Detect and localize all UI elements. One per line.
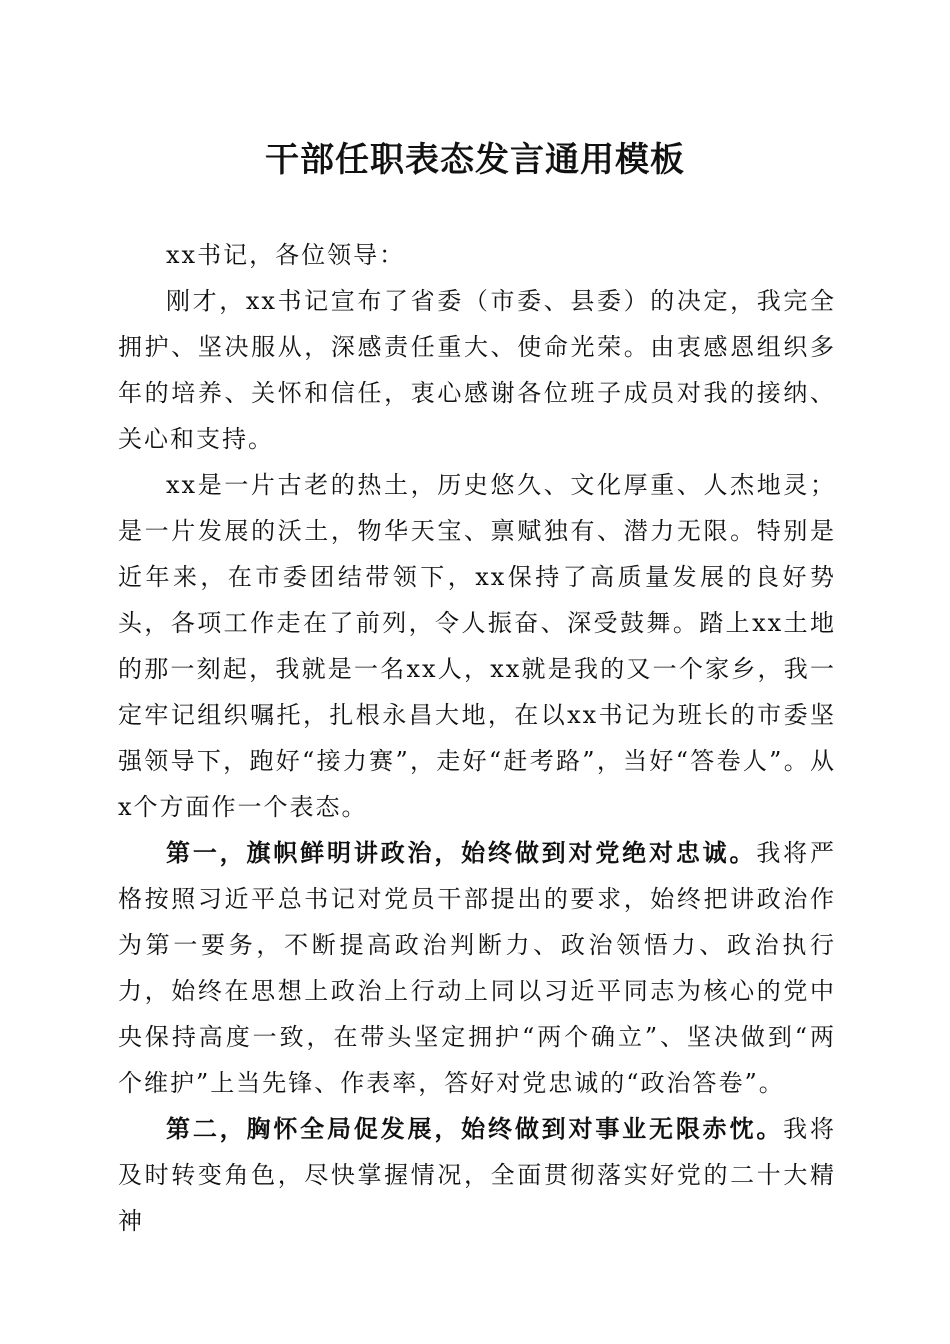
paragraph-text: 刚才，xx书记宣布了省委（市委、县委）的决定，我完全拥护、坚决服从，深感责任重大、使命光荣。由衷感恩组织多年的培养、关怀和信任，衷心感谢各位班子成员对我的接纳、关心和支持。: [118, 287, 836, 453]
document-body: [118, 232, 836, 1244]
document-title: 干部任职表态发言通用模板: [265, 140, 685, 180]
paragraph-lead: 第二，胸怀全局促发展，始终做到对事业无限赤忱。: [166, 1114, 784, 1143]
salutation: xx书记，各位领导：: [166, 241, 406, 269]
paragraph-text: 我将严格按照习近平总书记对党员干部提出的要求，始终把讲政治作为第一要务，不断提高政治判断力、政治领悟力、政治执行力，始终在思想上政治上行动上同以习近平同志为核心的党中央保持高度一致，在带头坚定拥护“两个确立”、坚决做到“两个维护”上当先锋、作表率，答好对党忠诚的“政治答卷”。: [118, 839, 837, 1097]
paragraph-lead: 第一，旗帜鲜明讲政治，始终做到对党绝对忠诚。: [166, 838, 757, 867]
paragraph-3: [118, 830, 836, 1106]
paragraph-text: 我将及时转变角色，尽快掌握情况，全面贯彻落实好党的二十大精神: [118, 1115, 837, 1235]
paragraph-1: [118, 278, 836, 462]
paragraph-4: [118, 1106, 836, 1244]
paragraph-2: [118, 462, 836, 830]
paragraph-text: xx是一片古老的热土，历史悠久、文化厚重、人杰地灵；是一片发展的沃土，物华天宝、禀赋独有、潜力无限。特别是近年来，在市委团结带领下，xx保持了高质量发展的良好势头，各项工作走在了前列，令人振奋、深受鼓舞。踏上xx土地的那一刻起，我就是一名xx人，xx就是我的又一个家乡，我一定牢记组织嘱托，扎根永昌大地，在以xx书记为班长的市委坚强领导下，跑好“接力赛”，走好“赶考路”，当好“答卷人”。从x个方面作一个表态。: [118, 471, 836, 821]
